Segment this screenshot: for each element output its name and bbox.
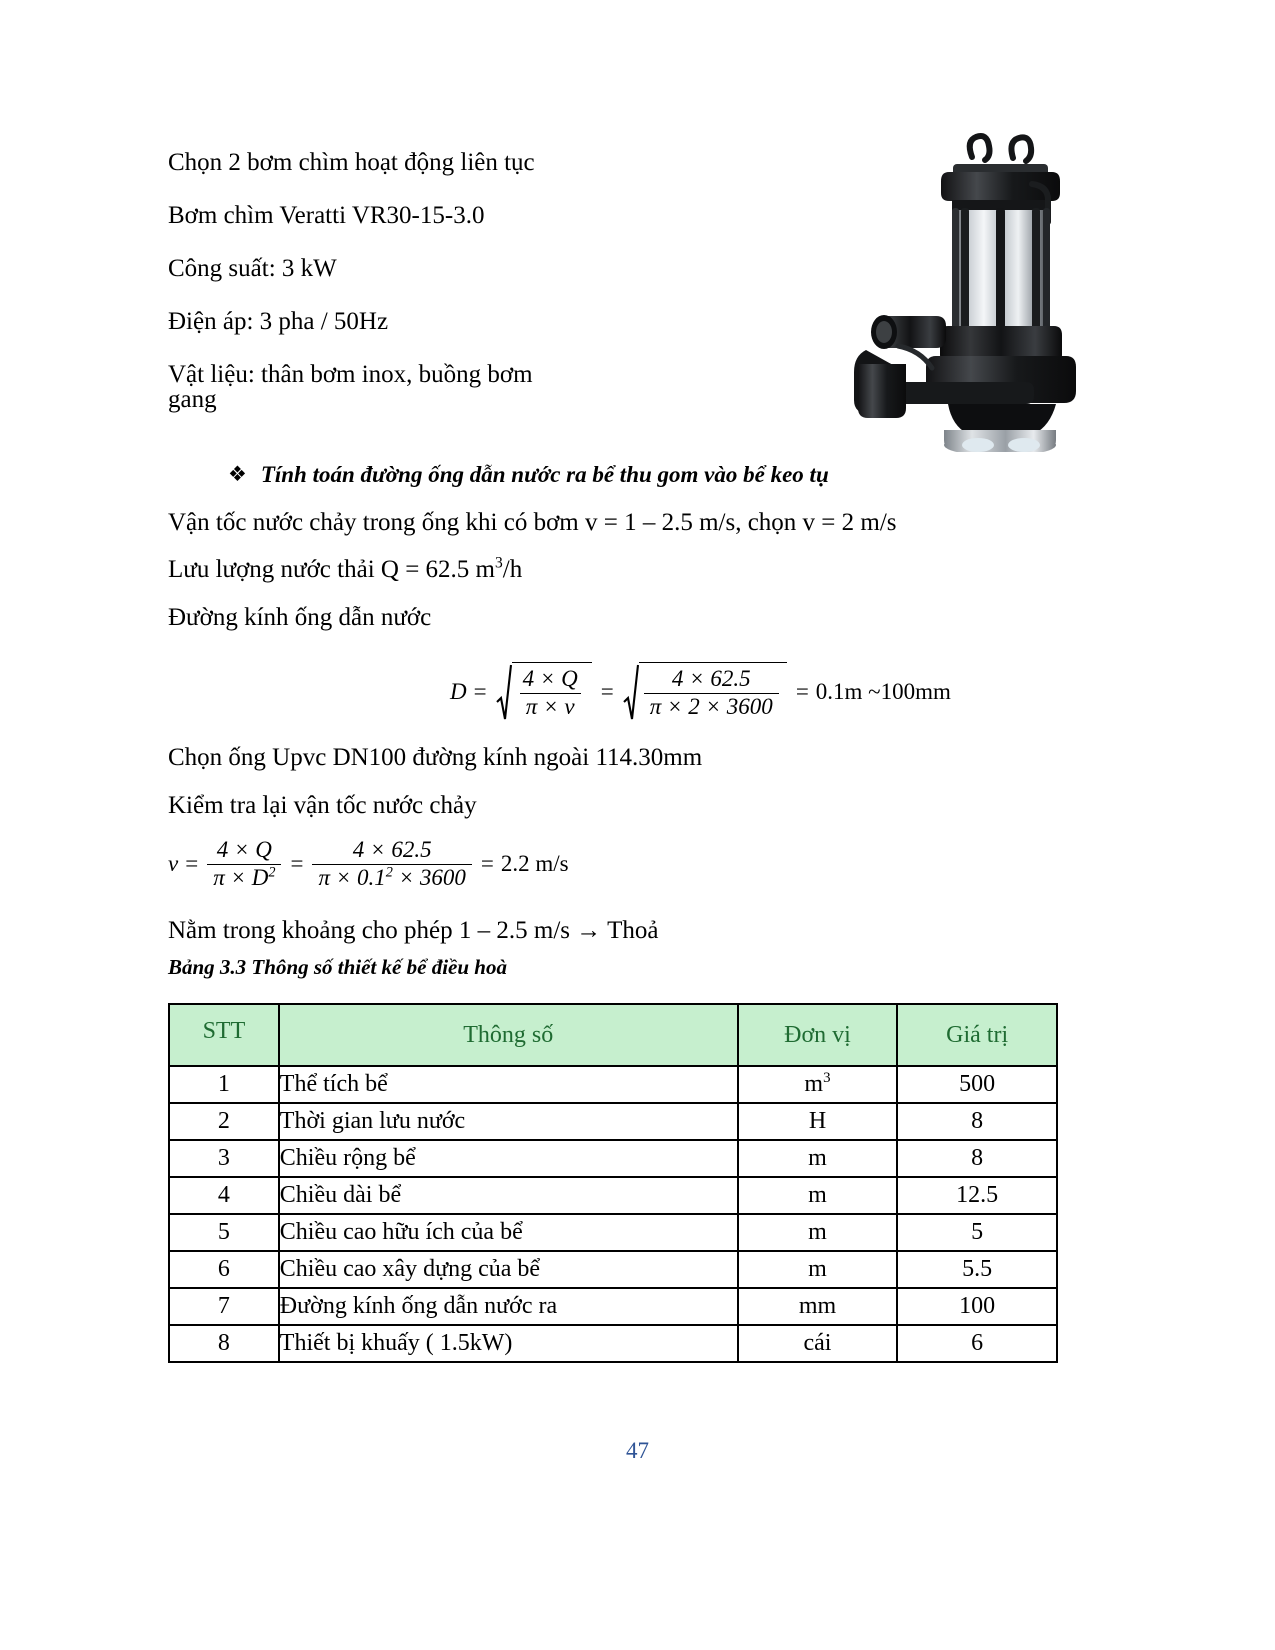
equals-sign: = — [600, 679, 614, 704]
column-header-stt: STT — [169, 1004, 279, 1066]
equals-sign: = — [473, 679, 487, 704]
denominator: π × v — [520, 693, 581, 720]
table-row — [169, 1214, 1057, 1251]
radical-icon — [496, 662, 512, 722]
section-heading-text: Tính toán đường ống dẫn nước ra bể thu gom vào bể keo tụ — [260, 462, 829, 487]
numerator: 4 × Q — [216, 837, 272, 862]
cell-value: 5 — [897, 1214, 1057, 1251]
cell-param: Chiều cao hữu ích của bể — [279, 1214, 738, 1251]
pump-spec-list — [168, 150, 728, 412]
cell-unit — [738, 1103, 898, 1140]
unit-base: cái — [803, 1330, 832, 1356]
cell-param: Chiều dài bể — [279, 1177, 738, 1214]
intro-line: Chọn 2 bơm chìm hoạt động liên tục — [168, 149, 535, 176]
unit-exponent: 3 — [823, 1070, 831, 1086]
equals-sign: = — [795, 679, 809, 704]
formula-check-velocity — [168, 838, 569, 891]
unit-base: m — [808, 1219, 827, 1245]
cell-unit — [738, 1288, 898, 1325]
cell-param: Thiết bị khuấy ( 1.5kW) — [279, 1325, 738, 1362]
cell-stt: 8 — [169, 1325, 279, 1362]
flowrate-suffix: /h — [502, 556, 523, 583]
cell-stt: 2 — [169, 1103, 279, 1140]
cell-value: 100 — [897, 1288, 1057, 1325]
formula-lhs: v — [168, 851, 179, 877]
cell-unit — [738, 1066, 898, 1103]
fraction-numeric — [312, 838, 471, 891]
fraction-symbolic — [207, 838, 281, 891]
cell-value: 6 — [897, 1325, 1057, 1362]
unit-base: H — [808, 1108, 827, 1134]
table-row — [169, 1251, 1057, 1288]
cell-stt: 1 — [169, 1066, 279, 1103]
page-number: 47 — [626, 1438, 649, 1463]
cell-param: Thời gian lưu nước — [279, 1103, 738, 1140]
sqrt-numeric — [623, 662, 787, 722]
cell-value: 8 — [897, 1140, 1057, 1177]
cell-stt: 7 — [169, 1288, 279, 1325]
cell-param: Chiều cao xây dựng của bể — [279, 1251, 738, 1288]
denominator: π × 2 × 3600 — [644, 693, 779, 720]
column-header-unit: Đơn vị — [738, 1004, 898, 1066]
cell-value: 8 — [897, 1103, 1057, 1140]
intro-line: Công suất: 3 kW — [168, 255, 337, 282]
unit-base: m — [808, 1256, 827, 1282]
table-row — [169, 1288, 1057, 1325]
equals-sign: = — [185, 851, 199, 877]
cell-param: Đường kính ống dẫn nước ra — [279, 1288, 738, 1325]
formula-result: 2.2 m/s — [500, 851, 569, 877]
paragraph-conclusion: Nằm trong khoảng cho phép 1 – 2.5 m/s → Thoả — [168, 917, 659, 944]
cell-unit — [738, 1214, 898, 1251]
table-row — [169, 1140, 1057, 1177]
unit-base: m — [808, 1182, 827, 1208]
denominator-base: π × D — [213, 864, 269, 890]
paragraph-pipe-diameter-label: Đường kính ống dẫn nước — [168, 604, 432, 631]
section-heading — [228, 462, 829, 488]
formula-lhs: D — [450, 679, 467, 704]
cell-stt: 4 — [169, 1177, 279, 1214]
denominator — [312, 864, 471, 891]
cell-unit — [738, 1140, 898, 1177]
numerator: 4 × 62.5 — [671, 666, 751, 692]
denominator-exponent: 2 — [385, 864, 393, 881]
cell-stt: 6 — [169, 1251, 279, 1288]
cell-stt: 5 — [169, 1214, 279, 1251]
cell-unit — [738, 1177, 898, 1214]
numerator: 4 × Q — [522, 666, 578, 692]
design-parameters-table — [168, 1003, 1058, 1363]
flowrate-exponent: 3 — [495, 554, 503, 572]
intro-line: Vật liệu: thân bơm inox, buồng bơm — [168, 361, 533, 388]
diamond-bullet-icon: ❖ — [228, 462, 247, 486]
unit-base: m — [808, 1145, 827, 1171]
denominator-part-b: × 3600 — [392, 864, 466, 890]
flowrate-prefix: Lưu lượng nước thải Q = 62.5 m — [168, 556, 495, 583]
intro-line: Bơm chìm Veratti VR30-15-3.0 — [168, 202, 485, 229]
table-row — [169, 1103, 1057, 1140]
table-row — [169, 1066, 1057, 1103]
denominator-part-a: π × 0.1 — [318, 864, 386, 890]
denominator — [207, 864, 281, 891]
paragraph-flowrate — [168, 554, 523, 583]
paragraph-velocity: Vận tốc nước chảy trong ống khi có bơm v = 1 – 2.5 m/s, chọn v = 2 m/s — [168, 509, 897, 536]
unit-base: m — [804, 1071, 824, 1097]
intro-line: gang — [168, 386, 217, 413]
cell-unit — [738, 1325, 898, 1362]
intro-section — [168, 150, 1108, 440]
cell-param: Thể tích bể — [279, 1066, 738, 1103]
cell-stt: 3 — [169, 1140, 279, 1177]
cell-value: 12.5 — [897, 1177, 1057, 1214]
equals-sign: = — [290, 851, 304, 877]
equals-sign: = — [480, 851, 494, 877]
submersible-pump-image — [836, 112, 1086, 452]
column-header-value: Giá trị — [897, 1004, 1057, 1066]
formula-pipe-diameter — [450, 662, 951, 722]
numerator: 4 × 62.5 — [352, 837, 432, 862]
table-header — [169, 1004, 1057, 1066]
denominator-exponent: 2 — [268, 864, 276, 881]
cell-unit — [738, 1251, 898, 1288]
table-row — [169, 1325, 1057, 1362]
cell-value: 500 — [897, 1066, 1057, 1103]
radical-icon — [623, 662, 639, 722]
unit-base: mm — [798, 1293, 837, 1319]
formula-result: 0.1m ~100mm — [815, 679, 951, 704]
intro-line: Điện áp: 3 pha / 50Hz — [168, 308, 389, 335]
table-header-row — [169, 1004, 1057, 1066]
table-body — [169, 1066, 1057, 1362]
cell-value: 5.5 — [897, 1251, 1057, 1288]
cell-param: Chiều rộng bể — [279, 1140, 738, 1177]
paragraph-pipe-selection: Chọn ống Upvc DN100 đường kính ngoài 114.30mm — [168, 744, 703, 771]
sqrt-symbolic — [496, 662, 592, 722]
table-caption: Bảng 3.3 Thông số thiết kế bể điều hoà — [168, 955, 507, 979]
table-row — [169, 1177, 1057, 1214]
paragraph-recheck-velocity: Kiểm tra lại vận tốc nước chảy — [168, 792, 477, 819]
column-header-param: Thông số — [279, 1004, 738, 1066]
